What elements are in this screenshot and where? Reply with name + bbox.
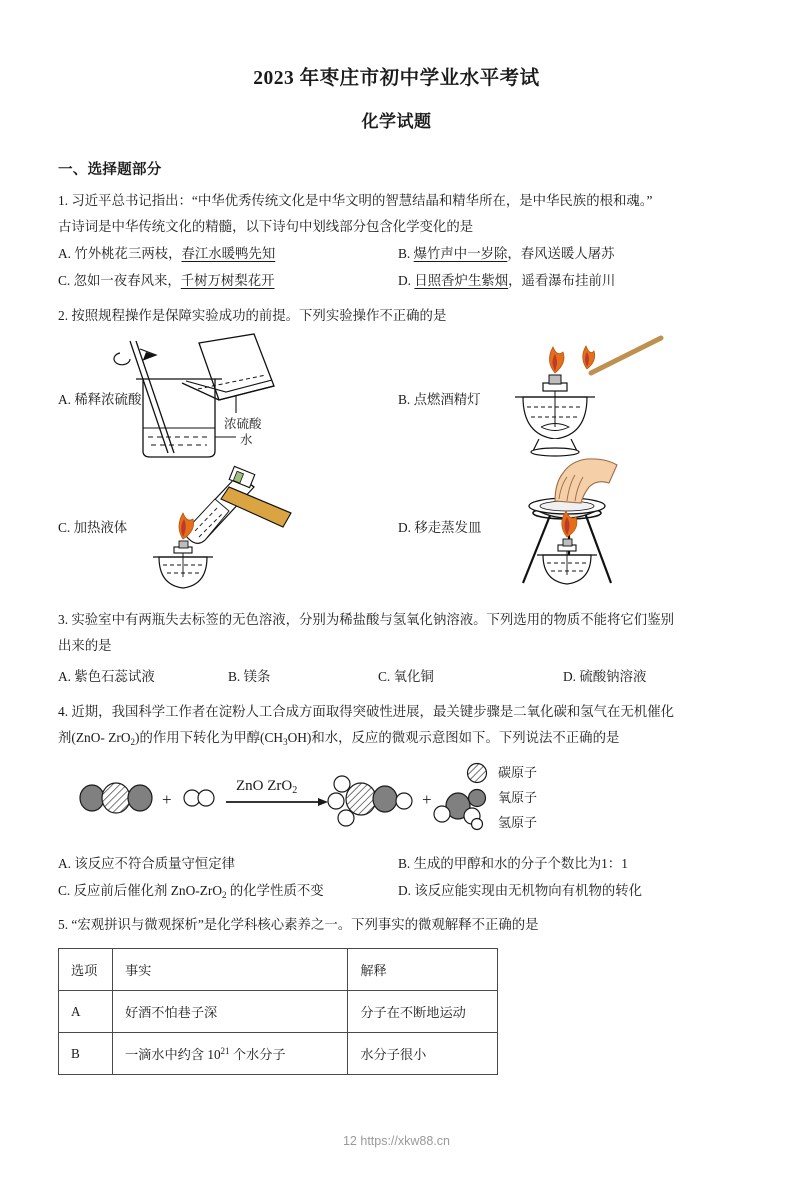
question-3-stem-line1: 3. 实验室中有两瓶失去标签的无色溶液，分别为稀盐酸与氢氧化钠溶液。下列选用的物质不能将它们鉴别 xyxy=(58,612,674,627)
figure-dilute-acid xyxy=(58,331,398,461)
question-1-options xyxy=(58,240,735,294)
option-3-D[interactable]: D. 硫酸钠溶液 xyxy=(563,669,647,684)
option-4-B[interactable]: B. 生成的甲醇和水的分子个数比为1：1 xyxy=(398,856,628,871)
option-3-B[interactable]: B. 镁条 xyxy=(228,669,271,684)
legend-carbon xyxy=(466,760,537,785)
question-2-stem: 2. 按照规程操作是保障实验成功的前提。下列实验操作不正确的是 xyxy=(58,308,447,323)
legend-oxygen xyxy=(466,785,537,810)
question-2-figures xyxy=(58,331,735,591)
exam-page xyxy=(0,62,793,1184)
section-heading: 一、选择题部分 xyxy=(58,162,162,178)
svg-text:+: + xyxy=(162,790,172,809)
table-cell-explanation-B: 水分子很小 xyxy=(348,1033,498,1075)
option-2-C-label[interactable]: C. 加热液体 xyxy=(58,520,128,535)
legend-carbon-label: 碳原子 xyxy=(498,765,538,780)
question-1-stem-line1: 1. 习近平总书记指出：“中华优秀传统文化是中华文明的智慧结晶和精华所在，是中华民族的根和魂。” xyxy=(58,193,653,208)
table-header-explanation: 解释 xyxy=(348,949,498,991)
option-2-A-label[interactable]: A. 稀释浓硫酸 xyxy=(58,392,142,407)
table-header-option: 选项 xyxy=(59,949,113,991)
svg-text:ZnO ZrO2: ZnO ZrO$_2$ xyxy=(236,778,298,796)
question-5-stem: 5. “宏观拼识与微观探析”是化学科核心素养之一。下列事实的微观解释不正确的是 xyxy=(58,917,539,932)
page-subtitle: 化学试题 xyxy=(361,112,432,131)
table-row xyxy=(59,991,498,1033)
option-4-C[interactable]: C. 反应前后催化剂 ZnO-ZrO$_2$ 的化学性质不变 xyxy=(58,883,324,900)
option-4-D[interactable]: D. 该反应能实现由无机物向有机物的转化 xyxy=(398,883,643,898)
table-cell-fact-A: 好酒不怕巷子深 xyxy=(112,991,347,1033)
figure-remove-evaporating-dish xyxy=(398,461,735,591)
question-4-options xyxy=(58,850,735,906)
question-3-stem-line2: 出来的是 xyxy=(58,638,112,653)
table-cell-fact-B: 一滴水中约含 $10^{21}$ 个水分子 xyxy=(112,1033,347,1075)
question-5 xyxy=(58,912,735,938)
label-water: 水 xyxy=(240,433,253,447)
page-footer: 12 https://xkw88.cn xyxy=(342,1134,450,1148)
figure-light-alcohol-lamp xyxy=(398,331,735,461)
molecule-legend xyxy=(466,760,537,835)
table-header-fact: 事实 xyxy=(112,949,347,991)
legend-hydrogen xyxy=(466,810,537,835)
option-2-B-label[interactable]: B. 点燃酒精灯 xyxy=(398,392,481,407)
page-title: 2023 年枣庄市初中学业水平考试 xyxy=(253,68,540,89)
table-cell-explanation-A: 分子在不断地运动 xyxy=(348,991,498,1033)
test-tube-clamp-lamp-icon xyxy=(143,461,358,591)
question-4-stem-line2: 剂(ZnO- ZrO$_2$)的作用下转化为甲醇$(CH_3OH)$和水，反应的微观示意图如下。下列说法不正确的是 xyxy=(58,730,620,747)
hydrogen-atom-icon xyxy=(466,812,488,834)
option-2-D-label[interactable]: D. 移走蒸发皿 xyxy=(398,520,482,535)
oxygen-atom-icon xyxy=(466,787,488,809)
svg-text:+: + xyxy=(422,790,432,809)
table-row xyxy=(59,1033,498,1075)
option-4-A[interactable]: A. 该反应不符合质量守恒定律 xyxy=(58,856,236,871)
question-4-stem-line1: 4. 近期，我国科学工作者在淀粉人工合成方面取得突破性进展，最关键步骤是二氧化碳和氢气在无机催化 xyxy=(58,704,674,719)
legend-oxygen-label: 氧原子 xyxy=(498,790,538,805)
question-4-reaction-scheme xyxy=(58,756,735,848)
option-3-A[interactable]: A. 紫色石蕊试液 xyxy=(58,669,155,684)
option-1-A[interactable]: A. 竹外桃花三两枝，春江水暖鸭先知 xyxy=(58,246,276,261)
hand-evaporating-dish-tripod-icon xyxy=(493,457,703,589)
label-concentrated-sulfuric-acid: 浓硫酸 xyxy=(224,417,262,431)
table-cell-option-B: B xyxy=(59,1033,113,1075)
question-1-stem-line2: 古诗词是中华传统文化的精髓，以下诗句中划线部分包含化学变化的是 xyxy=(58,219,474,234)
carbon-atom-icon xyxy=(466,762,488,784)
option-1-C[interactable]: C. 忽如一夜春风来，千树万树梨花开 xyxy=(58,273,275,288)
figure-heat-liquid xyxy=(58,461,398,591)
table-header-row xyxy=(59,949,498,991)
alcohol-lamp-match-icon xyxy=(493,335,693,463)
question-1 xyxy=(58,188,735,240)
option-1-D[interactable]: D. 日照香炉生紫烟，遥看瀑布挂前川 xyxy=(398,273,616,288)
question-5-table xyxy=(58,948,498,1075)
table-cell-option-A: A xyxy=(59,991,113,1033)
option-3-C[interactable]: C. 氧化铜 xyxy=(378,669,434,684)
question-4 xyxy=(58,699,735,752)
legend-hydrogen-label: 氢原子 xyxy=(498,815,538,830)
question-3 xyxy=(58,607,735,659)
question-2 xyxy=(58,303,735,329)
question-3-options xyxy=(58,663,735,690)
option-1-B[interactable]: B. 爆竹声中一岁除，春风送暖人屠苏 xyxy=(398,246,615,261)
molecular-reaction-diagram xyxy=(70,756,470,848)
